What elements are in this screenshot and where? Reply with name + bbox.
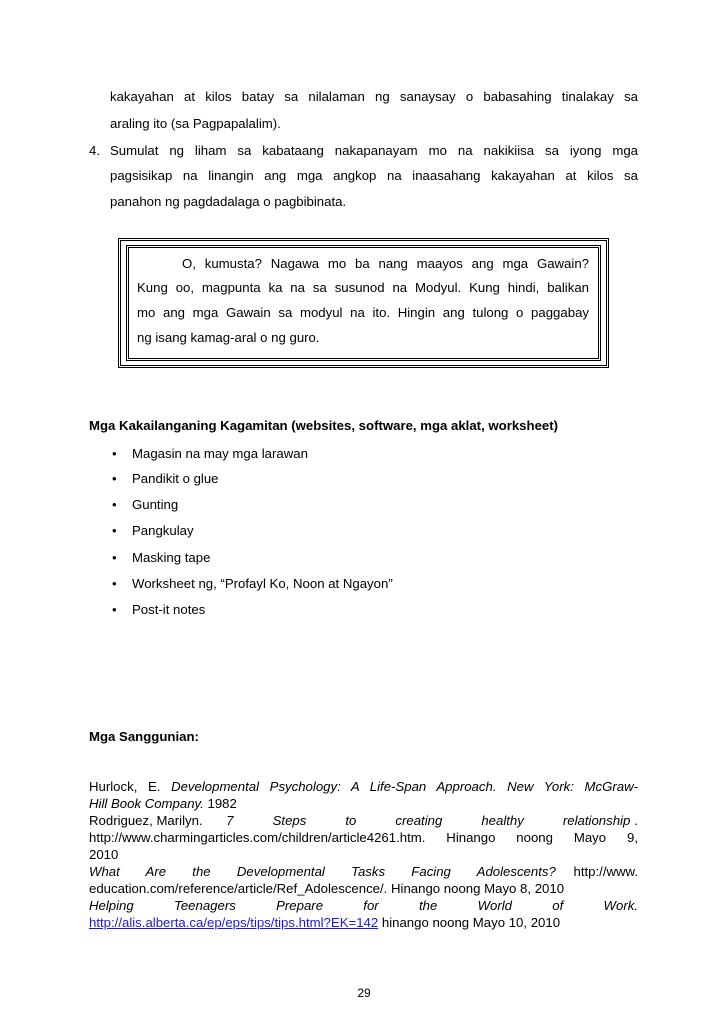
paragraph-continued-line2: araling ito (sa Pagpapalalim). — [110, 116, 281, 131]
list-item — [112, 550, 210, 565]
paragraph-continued-line1: kakayahan at kilos batay sa nilalaman ng sanaysay o babasahing tinalakay sa — [110, 89, 638, 104]
item4-line2: pagsisikap na linangin ang mga angkop na inaasahang kakayahan at kilos sa — [110, 168, 638, 183]
list-item-text: Gunting — [132, 497, 179, 512]
reference-1-line1 — [89, 778, 638, 795]
bullet-icon: • — [112, 497, 117, 512]
list-item — [112, 576, 393, 591]
materials-heading: Mga Kakailanganing Kagamitan (websites, software, mga aklat, worksheet) — [89, 418, 559, 433]
reference-2-line3: 2010 — [89, 847, 119, 862]
list-item — [112, 471, 219, 486]
note-box-line4: ng isang kamag-aral o ng guro. — [137, 330, 320, 345]
reference-title: 7 Steps to creating healthy relationship — [226, 813, 631, 828]
bullet-icon: • — [112, 550, 117, 565]
page-number: 29 — [357, 986, 371, 1000]
reference-4-line2 — [89, 914, 638, 931]
list-item-text: Pandikit o glue — [132, 471, 219, 486]
bullet-icon: • — [112, 446, 117, 461]
reference-title: Developmental Psychology: A Life-Span Approach. New York: McGraw- — [171, 779, 638, 794]
list-item-text: Post-it notes — [132, 602, 206, 617]
reference-title: Hill Book Company. — [89, 796, 204, 811]
bullet-icon: • — [112, 576, 117, 591]
list-item-text: Masking tape — [132, 550, 211, 565]
references-heading: Mga Sanggunian: — [89, 729, 199, 744]
reference-date: hinango noong Mayo 10, 2010 — [378, 915, 561, 930]
note-box-line1: O, kumusta? Nagawa mo ba nang maayos ang mga Gawain? — [182, 256, 589, 271]
reference-title: What Are the Developmental Tasks Facing Adolescents? — [89, 864, 556, 879]
list-item — [112, 523, 194, 538]
note-box-line2: Kung oo, magpunta ka na sa susunod na Modyul. Kung hindi, balikan — [137, 280, 589, 295]
bullet-icon: • — [112, 602, 117, 617]
reference-punctuation: . — [634, 813, 638, 828]
note-box-line3: mo ang mga Gawain sa modyul na ito. Hingin ang tulong o paggabay — [137, 305, 589, 320]
bullet-icon: • — [112, 523, 117, 538]
reference-2-line1 — [89, 812, 638, 829]
reference-link[interactable]: http://alis.alberta.ca/ep/eps/tips/tips.html?EK=142 — [89, 915, 379, 930]
reference-url: http://www. — [569, 864, 638, 879]
list-item — [112, 497, 178, 512]
reference-2-line2: http://www.charmingarticles.com/children/article4261.htm. Hinango noong Mayo 9, — [89, 830, 638, 845]
list-item-text: Worksheet ng, “Profayl Ko, Noon at Ngayon” — [132, 576, 393, 591]
bullet-icon: • — [112, 471, 117, 486]
item4-line1: Sumulat ng liham sa kabataang nakapanayam mo na nakikiisa sa iyong mga — [110, 143, 638, 158]
reference-year: 1982 — [203, 796, 237, 811]
reference-title: Helping Teenagers Prepare for the World of Work. — [89, 898, 638, 913]
item4-line3: panahon ng pagdadalaga o pagbibinata. — [110, 194, 347, 209]
list-item-text: Pangkulay — [132, 523, 194, 538]
reference-1-line2 — [89, 795, 638, 812]
list-item-text: Magasin na may mga larawan — [132, 446, 308, 461]
reference-author: Rodriguez, Marilyn. — [89, 813, 207, 828]
reference-4-line1 — [89, 897, 638, 914]
list-item — [112, 446, 308, 461]
reference-author: Hurlock, E. — [89, 779, 172, 794]
reference-3-line2: education.com/reference/article/Ref_Adolescence/. Hinango noong Mayo 8, 2010 — [89, 881, 565, 896]
list-item — [112, 602, 205, 617]
list-number-4: 4. — [89, 143, 100, 158]
reference-3-line1 — [89, 863, 638, 880]
